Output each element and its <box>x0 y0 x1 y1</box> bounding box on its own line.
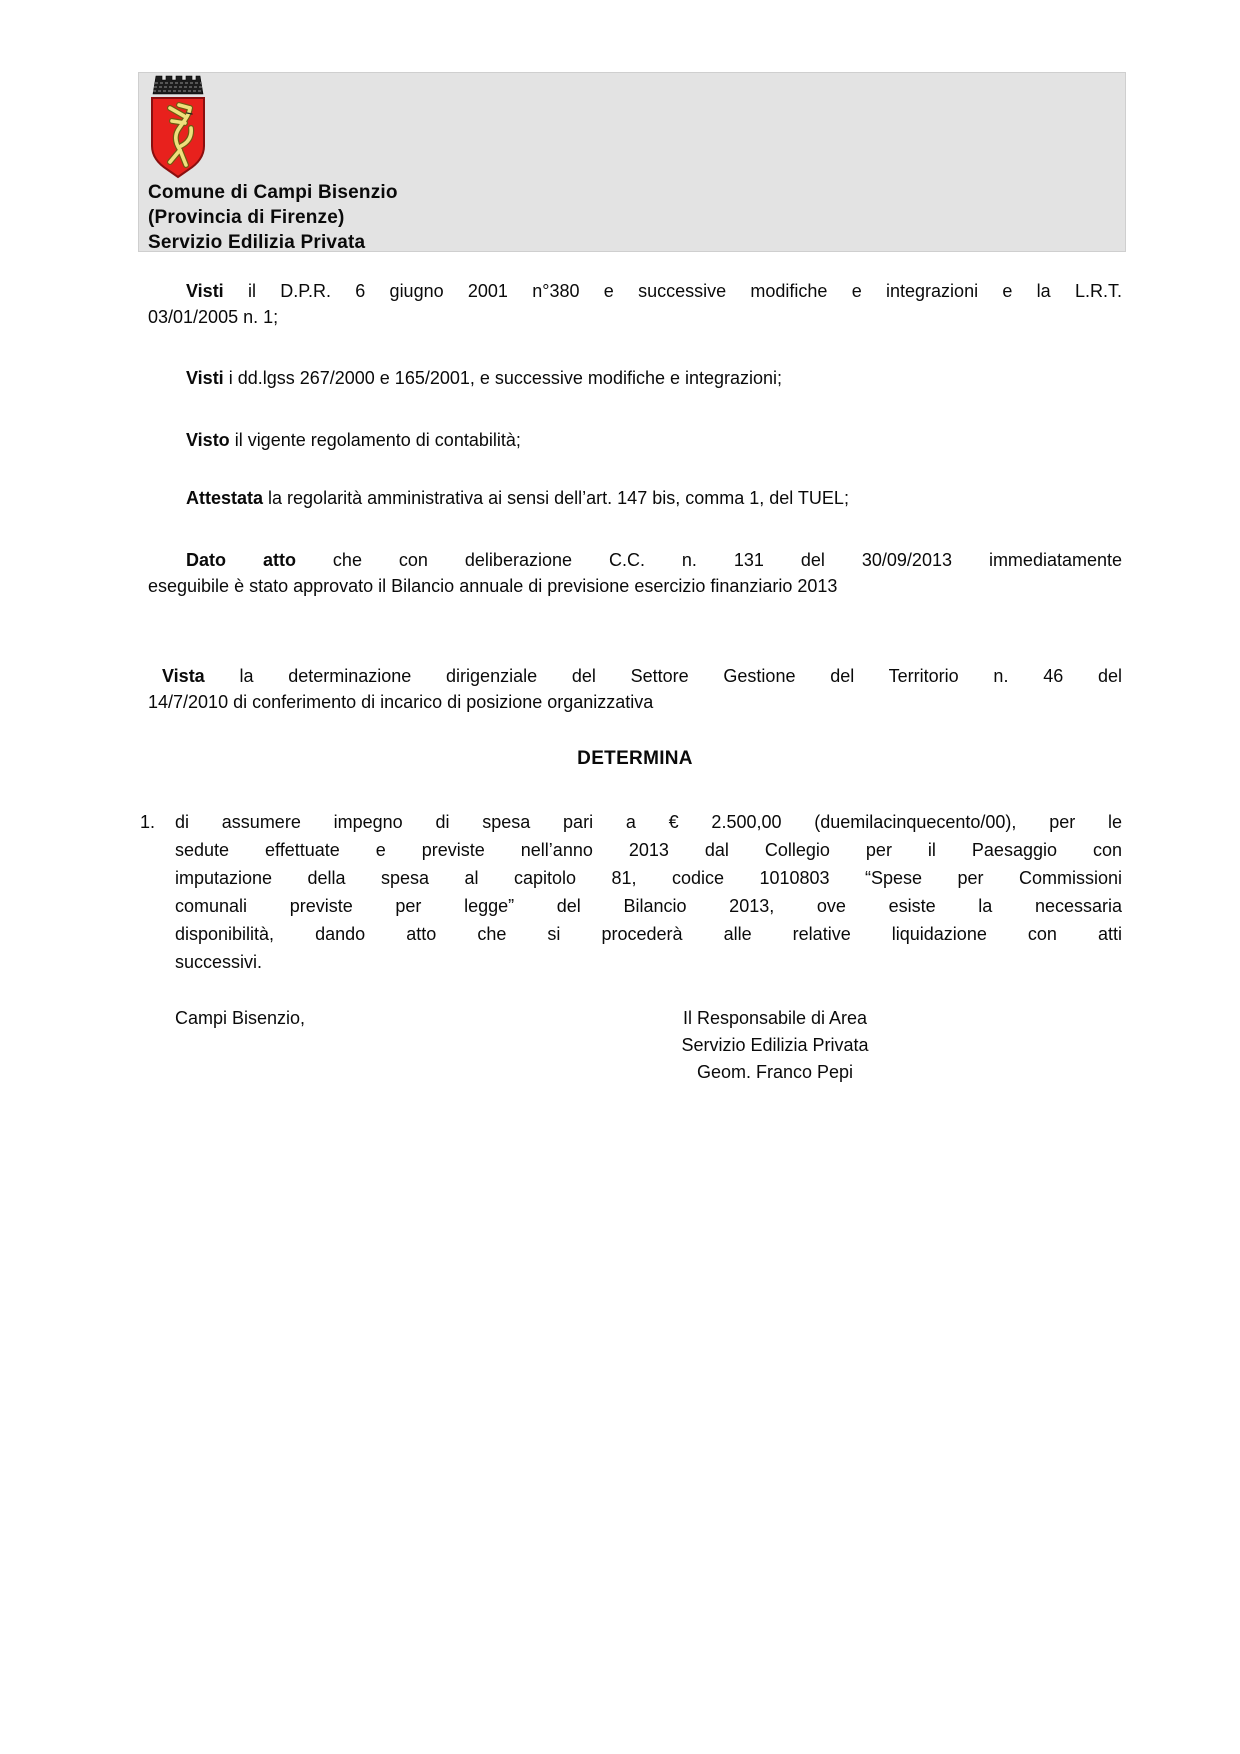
coat-of-arms-icon <box>146 74 210 180</box>
collar-icon <box>187 113 192 114</box>
municipality-name: Comune di Campi Bisenzio <box>148 182 398 203</box>
paragraph-visti-dpr <box>148 278 1122 330</box>
paragraph-line <box>148 663 1122 689</box>
determina-heading: DETERMINA <box>577 748 693 769</box>
paragraph-text: il vigente regolamento di contabilità; <box>229 430 521 450</box>
paragraph-text: la determinazione dirigenziale del Settore Gestione del Territorio n. 46 del <box>204 666 1122 686</box>
department-name: Servizio Edilizia Privata <box>148 232 366 253</box>
crown-icon <box>153 76 203 94</box>
header-text-block <box>148 180 398 255</box>
paragraph-text: la regolarità amministrativa ai sensi dell’art. 147 bis, comma 1, del TUEL; <box>263 488 849 508</box>
shield-icon <box>152 98 204 177</box>
paragraph-vista-determinazione <box>148 663 1122 715</box>
lead-word: Visto <box>186 430 230 450</box>
list-item-marker: 1. <box>140 812 156 832</box>
list-line: disponibilità, dando atto che si procederà alle relative liquidazione con atti <box>175 924 1122 944</box>
province-name: (Provincia di Firenze) <box>148 207 345 228</box>
paragraph-visto-regolamento <box>148 427 1122 453</box>
lead-word: Vista <box>162 666 205 686</box>
list-line: di assumere impegno di spesa pari a € 2.500,00 (duemilacinquecento/00), per le <box>175 812 1122 832</box>
signature-block <box>620 1005 930 1086</box>
paragraph-visti-dlgs <box>148 365 1122 391</box>
paragraph-line: 03/01/2005 n. 1; <box>148 307 279 327</box>
signature-role-line1: Il Responsabile di Area <box>682 1008 868 1028</box>
paragraph-line <box>148 485 1122 511</box>
list-item-text <box>175 808 1122 976</box>
paragraph-dato-atto <box>148 547 1122 599</box>
paragraph-line: 14/7/2010 di conferimento di incarico di posizione organizzativa <box>148 692 654 712</box>
paragraph-line <box>148 365 1122 391</box>
paragraph-text: che con deliberazione C.C. n. 131 del 30/09/2013 immediatamente <box>295 550 1122 570</box>
lead-word: Visti <box>186 281 224 301</box>
list-item-1 <box>140 808 1122 976</box>
lead-word: Attestata <box>186 488 264 508</box>
signature-signer: Geom. Franco Pepi <box>696 1062 854 1082</box>
paragraph-line <box>148 427 1122 453</box>
list-line: imputazione della spesa al capitolo 81, codice 1010803 “Spese per Commissioni <box>175 868 1122 888</box>
paragraph-text: il D.P.R. 6 giugno 2001 n°380 e successive modifiche e integrazioni e la L.R.T. <box>223 281 1122 301</box>
signature-role-line2: Servizio Edilizia Privata <box>681 1035 869 1055</box>
signature-place: Campi Bisenzio, <box>175 1008 306 1028</box>
list-line: successivi. <box>175 952 263 972</box>
list-line: comunali previste per legge” del Bilancio 2013, ove esiste la necessaria <box>175 896 1122 916</box>
paragraph-line: eseguibile è stato approvato il Bilancio annuale di previsione esercizio finanziario 2013 <box>148 576 838 596</box>
paragraph-text: i dd.lgss 267/2000 e 165/2001, e successive modifiche e integrazioni; <box>223 368 783 388</box>
paragraph-attestata <box>148 485 1122 511</box>
list-line: sedute effettuate e previste nell’anno 2013 dal Collegio per il Paesaggio con <box>175 840 1122 860</box>
paragraph-line <box>148 547 1122 573</box>
lead-word: Dato atto <box>186 550 296 570</box>
lead-word: Visti <box>186 368 224 388</box>
paragraph-line <box>148 278 1122 304</box>
